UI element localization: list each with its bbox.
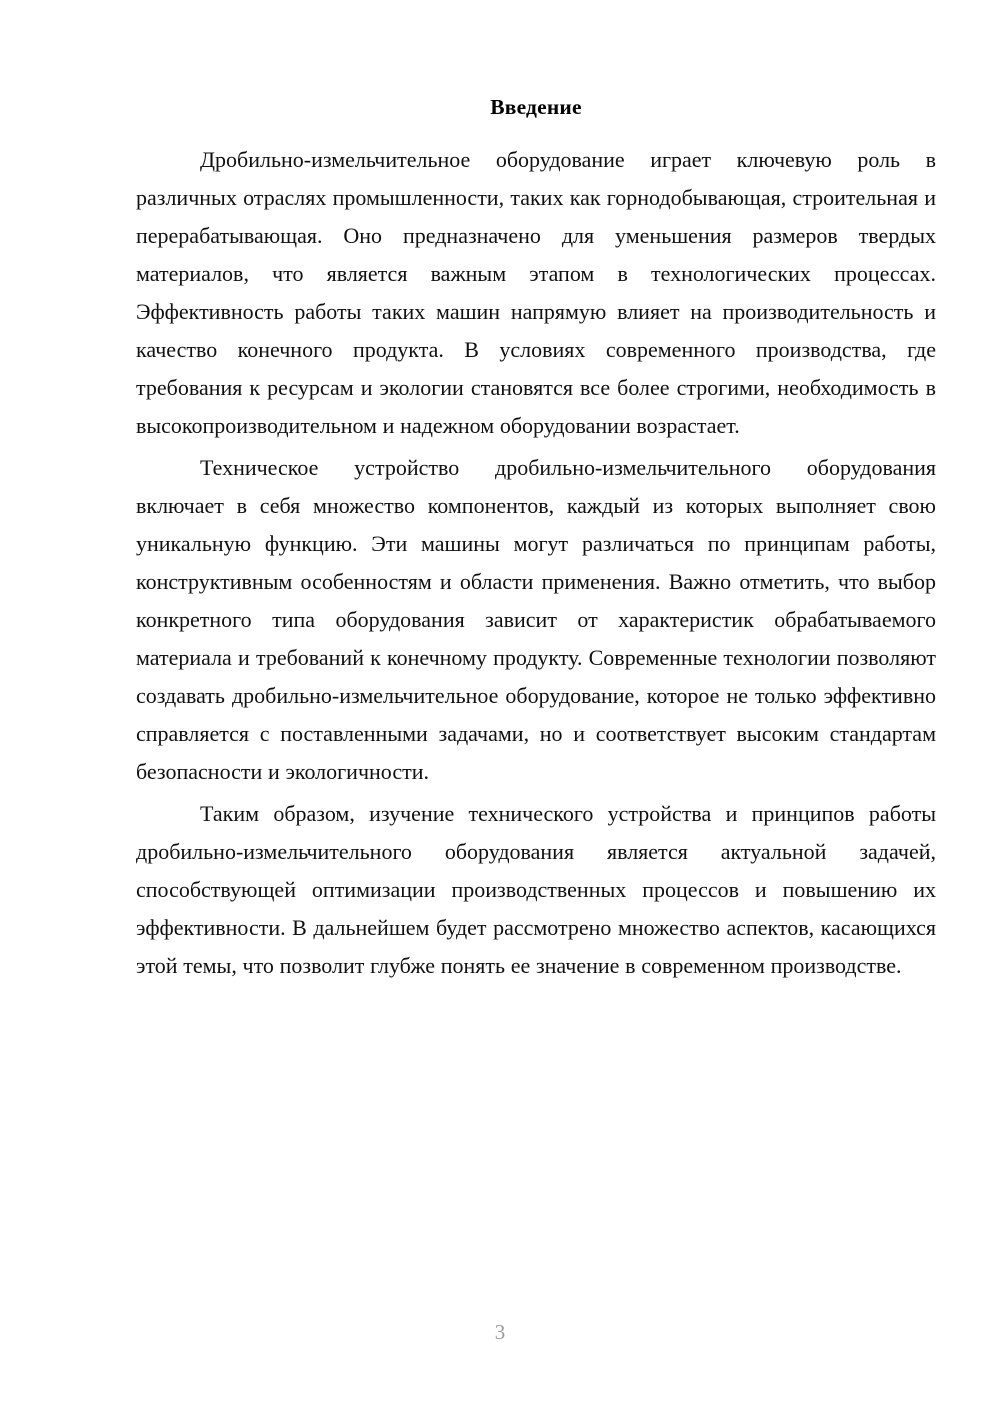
body-paragraph: Техническое устройство дробильно-измельчительного оборудования включает в себя множество компонентов, каждый из которых выполняет свою уникальную функцию. Эти машины могут различаться по принципам работы, конструктивным особенностям и области применения. Важно отметить, что выбор конкретного типа оборудования зависит от характеристик обрабатываемого материала и требований к конечному продукту. Современные технологии позволяют создавать дробильно-измельчительное оборудование, которое не только эффективно справляется с поставленными задачами, но и соответствует высоким стандартам безопасности и экологичности. bbox=[136, 455, 936, 785]
page-number: 3 bbox=[494, 1320, 506, 1344]
page-content bbox=[136, 92, 936, 985]
page-title: Введение bbox=[490, 95, 582, 119]
body-paragraph: Таким образом, изучение технического устройства и принципов работы дробильно-измельчительного оборудования является актуальной задачей, способствующей оптимизации производственных процессов и повышению их эффективности. В дальнейшем будет рассмотрено множество аспектов, касающихся этой темы, что позволит глубже понять ее значение в современном производстве. bbox=[136, 801, 936, 979]
body-paragraph: Дробильно-измельчительное оборудование играет ключевую роль в различных отраслях промышленности, таких как горнодобывающая, строительная и перерабатывающая. Оно предназначено для уменьшения размеров твердых материалов, что является важным этапом в технологических процессах. Эффективность работы таких машин напрямую влияет на производительность и качество конечного продукта. В условиях современного производства, где требования к ресурсам и экологии становятся все более строгими, необходимость в высокопроизводительном и надежном оборудовании возрастает. bbox=[136, 147, 936, 439]
